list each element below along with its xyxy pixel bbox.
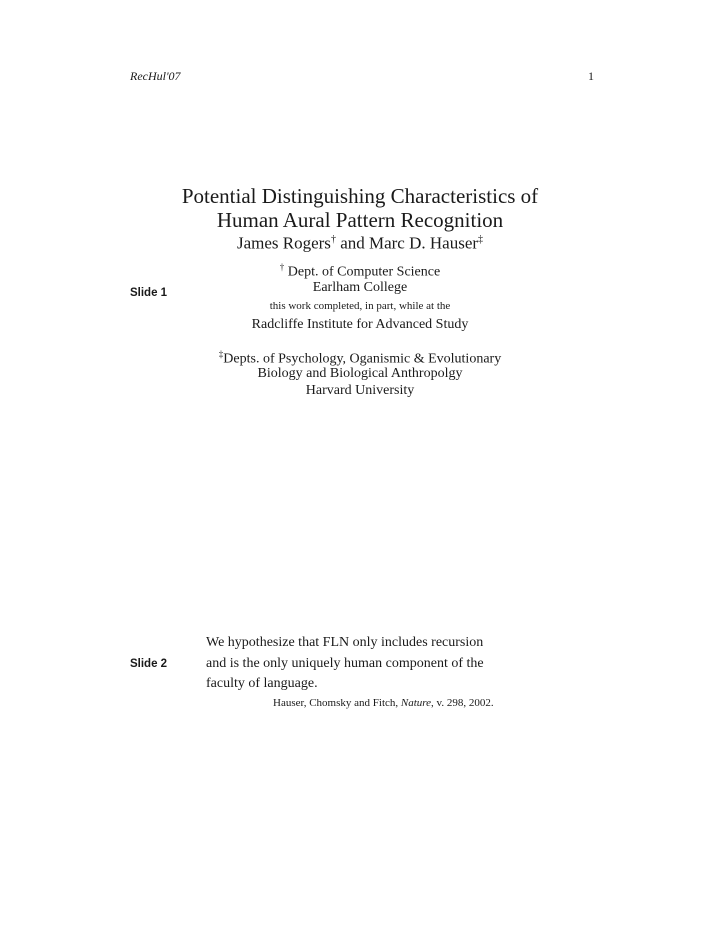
author-2-mark: ‡: [478, 234, 484, 245]
affiliation-2: Earlham College: [312, 280, 408, 295]
paragraph-line-1: We hypothesize that FLN only includes recursion: [206, 635, 484, 650]
authors: [150, 230, 570, 254]
paragraph-line-3: faculty of language.: [206, 676, 318, 691]
title-line-2: Human Aural Pattern Recognition: [216, 208, 504, 232]
page-number: 1: [588, 69, 594, 83]
slide-2-label: Slide 2: [130, 658, 168, 670]
paper-title: [150, 184, 570, 232]
author-1: James Rogers: [236, 233, 331, 253]
affiliation-4-text: Depts. of Psychology, Oganismic & Evolutionary: [223, 351, 502, 367]
affiliation-1-mark: †: [279, 262, 285, 272]
hypothesis-paragraph: [206, 633, 526, 695]
affiliation-6: Harvard University: [305, 383, 415, 398]
citation-journal: Nature: [400, 697, 432, 709]
citation-authors: Hauser, Chomsky and Fitch,: [273, 697, 401, 709]
authors-and: and: [335, 233, 369, 253]
paragraph-line-2: and is the only uniquely human component of the: [206, 655, 484, 671]
affiliation-3: Radcliffe Institute for Advanced Study: [251, 317, 469, 332]
citation: [273, 697, 494, 709]
affiliation-note: this work completed, in part, while at the: [269, 300, 451, 312]
citation-rest: , v. 298, 2002.: [431, 697, 494, 709]
author-2: Marc D. Hauser: [368, 233, 479, 253]
running-header: RecHul'07: [130, 69, 181, 83]
slide-1-label: Slide 1: [130, 287, 168, 299]
affiliation-5: Biology and Biological Anthropolgy: [257, 366, 463, 381]
affiliation-1-text: Dept. of Computer Science: [284, 264, 441, 280]
author-1-mark: †: [330, 234, 336, 245]
title-line-1: Potential Distinguishing Characteristics of: [181, 184, 539, 208]
affiliation-4-mark: ‡: [218, 349, 224, 359]
